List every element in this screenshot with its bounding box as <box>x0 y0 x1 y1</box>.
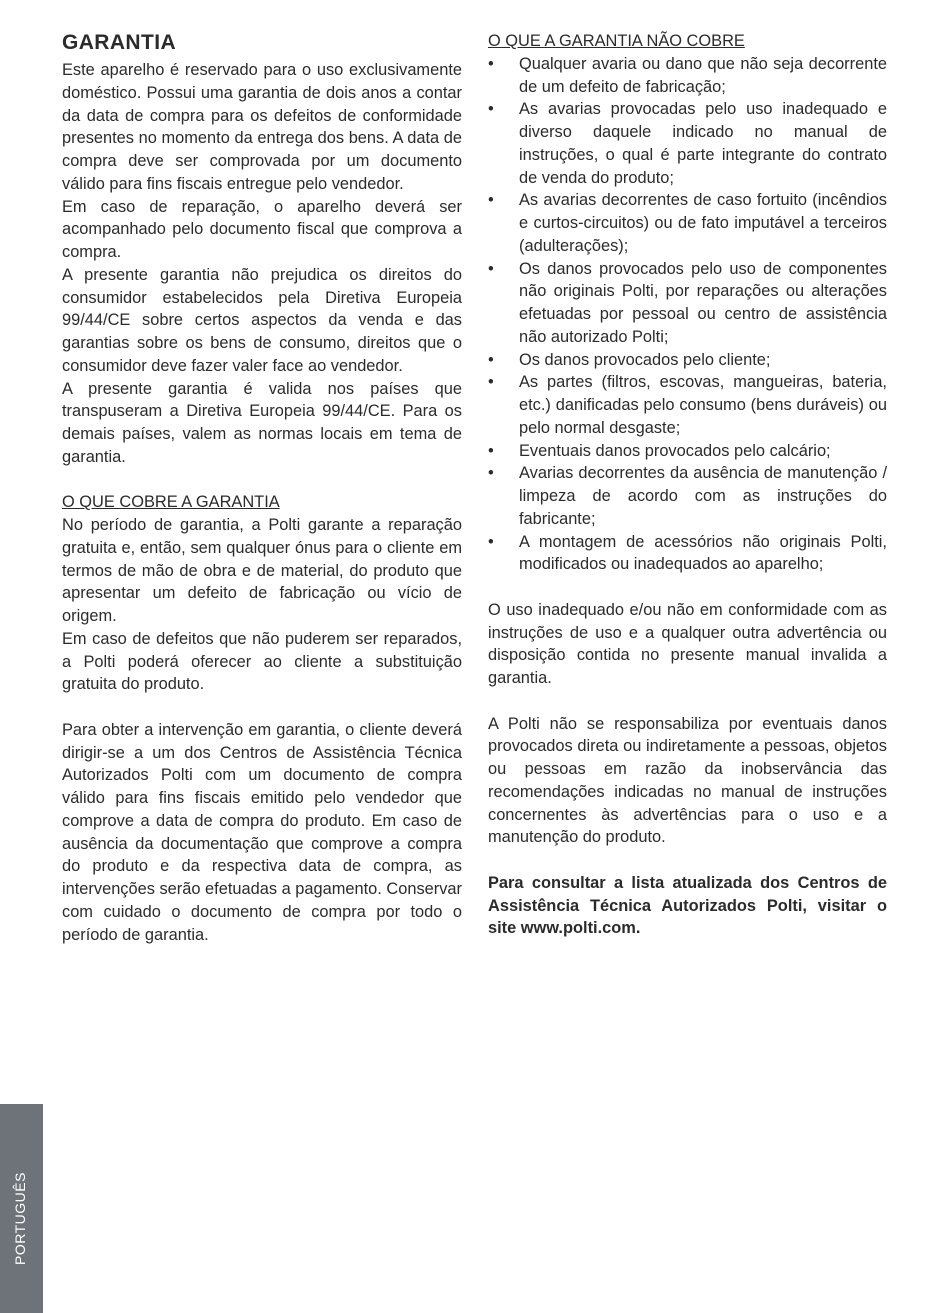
list-item: • Eventuais danos provocados pelo calcário; <box>488 440 887 463</box>
list-item: • Qualquer avaria ou dano que não seja decorrente de um defeito de fabricação; <box>488 54 887 96</box>
intro-paragraph: Este aparelho é reservado para o uso exclusivamente doméstico. Possui uma garantia de dois anos a contar da data de compra para os defeitos de conformidade presentes no momento da entrega dos bens. A data de compra deve ser comprovada por um documento válido para fins fiscais entregue pelo vendedor. <box>62 61 462 193</box>
invalid-paragraph: O uso inadequado e/ou não em conformidade com as instruções de uso e a qualquer outra advertência ou disposição contida no presente manual invalida a garantia. <box>488 600 887 687</box>
bullet-icon: • <box>488 54 494 73</box>
language-label: PORTUGUÊS <box>12 1172 28 1265</box>
not-covered-heading: O QUE A GARANTIA NÃO COBRE <box>488 32 745 50</box>
bullet-icon: • <box>488 100 494 119</box>
page-title: GARANTIA <box>62 31 177 54</box>
list-item: • As avarias provocadas pelo uso inadequado e diverso daquele indicado no manual de instruções, o qual é parte integrante do contrato de venda do produto; <box>488 100 887 187</box>
intro-paragraph: A presente garantia é valida nos países que transpuseram a Diretiva Europeia 99/44/CE. Para os demais países, valem as normas locais em tema de garantia. <box>62 379 462 466</box>
covers-paragraph: Em caso de defeitos que não puderem ser reparados, a Polti poderá oferecer ao cliente a substituição gratuita do produto. <box>62 629 462 694</box>
language-side-tab <box>0 1104 43 1313</box>
bullet-icon: • <box>488 441 494 460</box>
covers-paragraph: No período de garantia, a Polti garante a reparação gratuita e, então, sem qualquer ónus para o cliente em termos de mão de obra e de material, do produto que apresentar um defeito de fabricação ou vício de origem. <box>62 516 462 625</box>
bullet-icon: • <box>488 373 494 392</box>
liability-paragraph: A Polti não se responsabiliza por eventuais danos provocados direta ou indiretamente a pessoas, objetos ou pessoas em razão da inobservância das recomendações indicadas no manual de instruções concernentes às advertências para o uso e a manutenção do produto. <box>488 714 887 847</box>
bullet-icon: • <box>488 259 494 278</box>
list-item: • Avarias decorrentes da ausência de manutenção / limpeza de acordo com as instruções do fabricante; <box>488 464 887 528</box>
list-item: • As partes (filtros, escovas, mangueiras, bateria, etc.) danificadas pelo consumo (bens duráveis) ou pelo normal desgaste; <box>488 373 887 437</box>
right-column <box>488 30 887 940</box>
list-item: • Os danos provocados pelo cliente; <box>488 349 887 372</box>
left-column <box>62 30 462 946</box>
list-item: • Os danos provocados pelo uso de componentes não originais Polti, por reparações ou alterações efetuadas por pessoal ou centro de assistência não autorizado Polti; <box>488 259 887 346</box>
consult-paragraph: Para consultar a lista atualizada dos Centros de Assistência Técnica Autorizados Polti, visitar o site www.polti.com. <box>488 873 887 938</box>
bullet-icon: • <box>488 191 494 210</box>
list-item: • A montagem de acessórios não originais Polti, modificados ou inadequados ao aparelho; <box>488 532 887 574</box>
not-covered-list <box>488 53 887 576</box>
bullet-icon: • <box>488 532 494 551</box>
list-item: • As avarias decorrentes de caso fortuito (incêndios e curtos-circuitos) ou de fato imputável a terceiros (adulterações); <box>488 191 887 255</box>
bullet-icon: • <box>488 350 494 369</box>
intro-paragraph: A presente garantia não prejudica os direitos do consumidor estabelecidos pela Diretiva Europeia 99/44/CE sobre certos aspectos da venda e das garantias sobre os bens de consumo, direitos que o consumidor deve fazer valer face ao vendedor. <box>62 265 462 375</box>
covers-heading: O QUE COBRE A GARANTIA <box>62 493 280 512</box>
bullet-icon: • <box>488 464 494 483</box>
intro-paragraph: Em caso de reparação, o aparelho deverá ser acompanhado pelo documento fiscal que comprova a compra. <box>62 197 462 261</box>
service-paragraph: Para obter a intervenção em garantia, o cliente deverá dirigir-se a um dos Centros de Assistência Técnica Autorizados Polti com um documento de compra válido para fins fiscais emitido pelo vendedor que comprove a data de compra do produto. Em caso de ausência da documentação que comprove a compra do produto e da respectiva data de compra, as intervenções serão efetuadas a pagamento. Conservar com cuidado o documento de compra por todo o período de garantia. <box>62 720 462 944</box>
